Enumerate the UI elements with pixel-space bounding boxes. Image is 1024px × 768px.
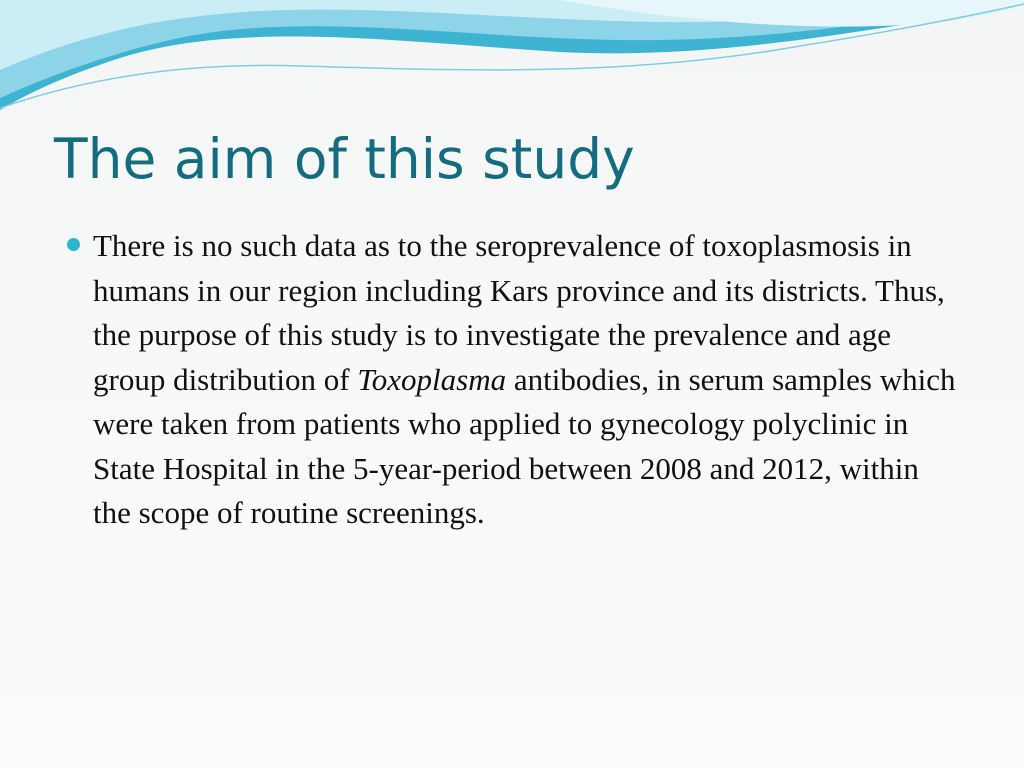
bullet-item	[60, 224, 960, 536]
bullet-text-part1: There is no such data as to the seroprevalence of toxoplasmosis in humans in our region including Kars province and its districts. Thus, the purpose of this study is to investigate the prevalence and age group distribution of	[93, 228, 945, 397]
header-wave-decoration	[0, 0, 1024, 130]
slide-title: The aim of this study	[54, 127, 635, 191]
toxoplasma-italic-term: Toxoplasma	[357, 361, 507, 397]
bullet-text	[93, 224, 963, 536]
bullet-text-part2: antibodies, in serum samples which were taken from patients who applied to gynecology polyclinic in State Hospital in the 5-year-period between 2008 and 2012, within the scope of routine screenings.	[93, 361, 956, 530]
slide-body	[60, 224, 960, 536]
bullet-dot-icon	[67, 238, 80, 251]
